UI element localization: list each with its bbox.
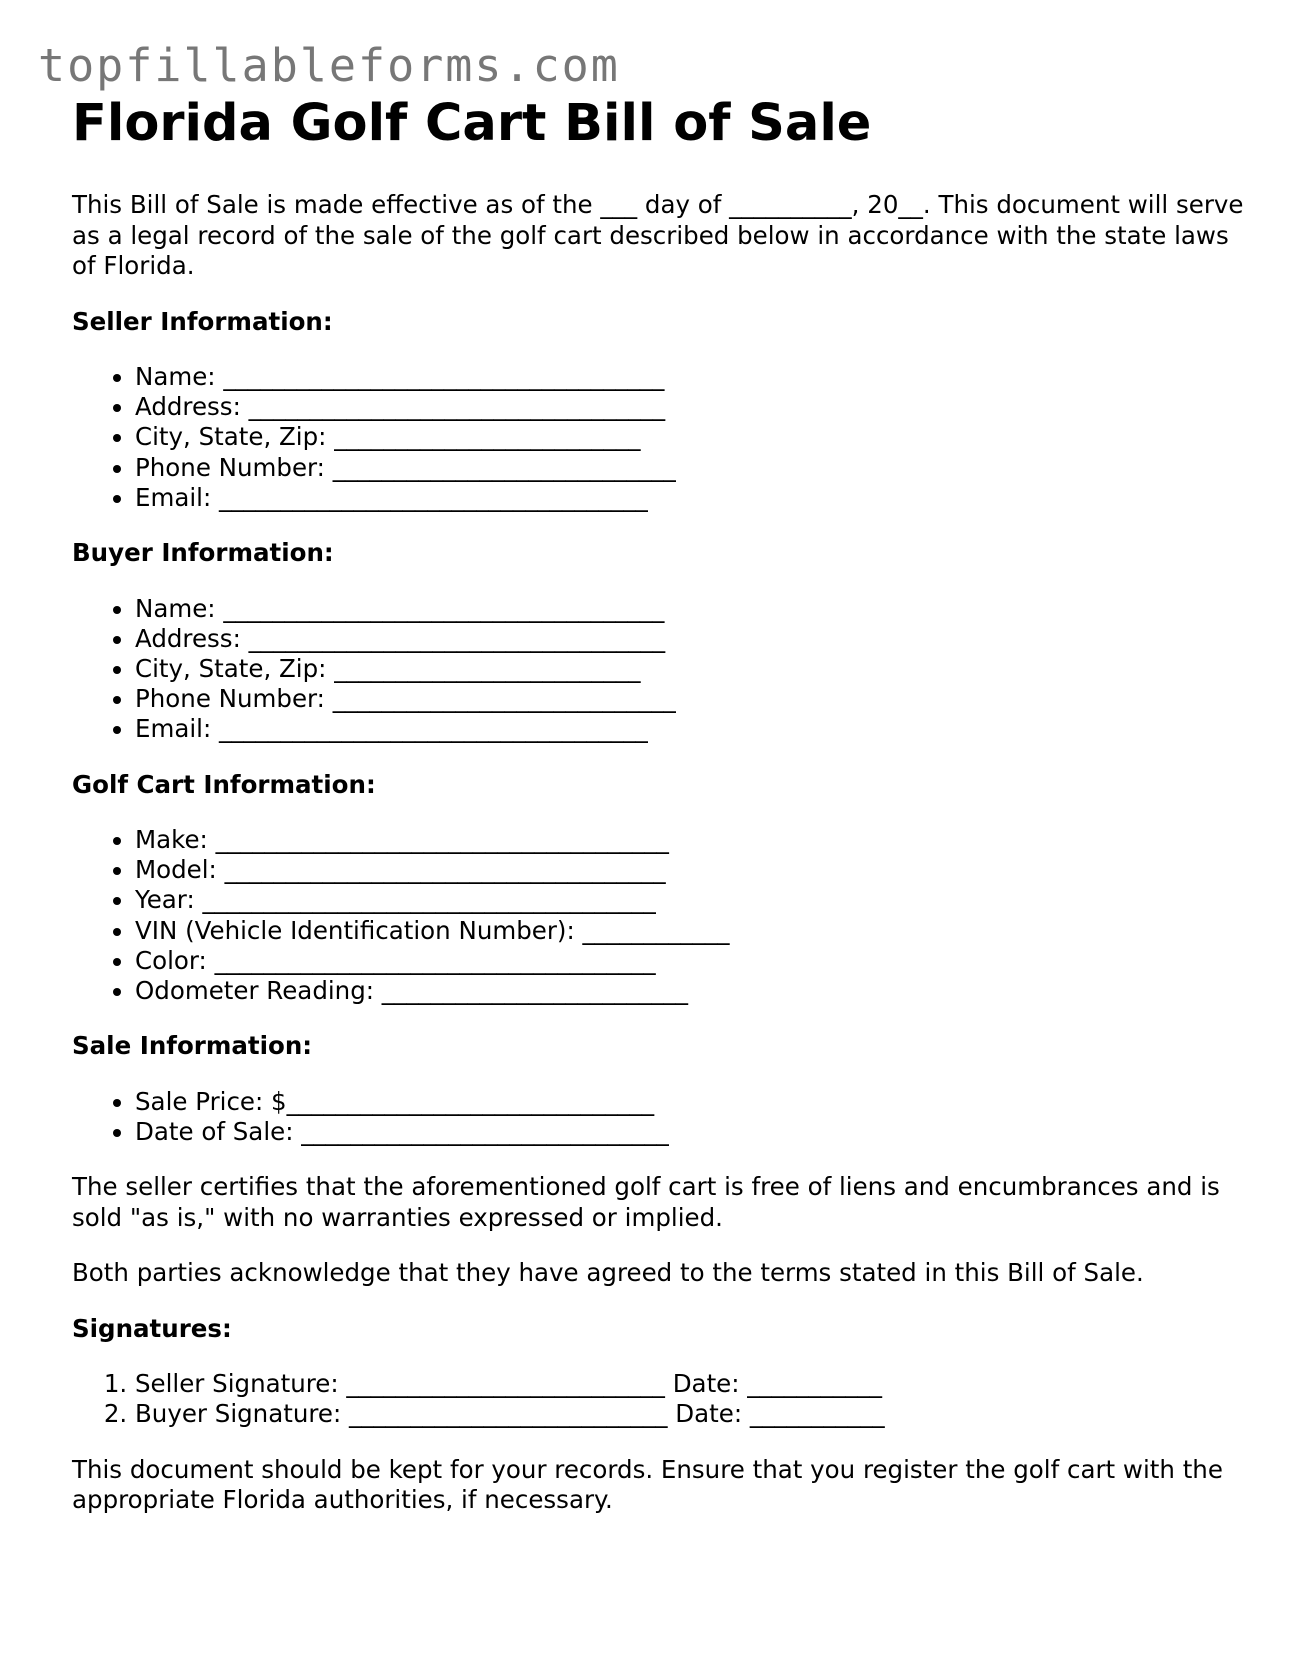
- buyer-name-field: • Name: ____________________________________: [135, 594, 1252, 624]
- intro-paragraph: This Bill of Sale is made effective as of the ___ day of __________, 20__. This document will serve as a legal record of the sale of the golf cart described below in accordance with the state laws of Florida.: [72, 190, 1244, 280]
- closing-paragraph: This document should be kept for your records. Ensure that you register the golf cart with the appropriate Florida authorities, if necessary.: [72, 1454, 1223, 1515]
- cart-vin-field: • VIN (Vehicle Identification Number): ____________: [135, 916, 1252, 946]
- seller-address-field: • Address: __________________________________: [135, 392, 1252, 422]
- buyer-heading: Buyer Information:: [72, 538, 334, 568]
- buyer-list: [72, 594, 1252, 745]
- cart-heading: Golf Cart Information:: [72, 769, 376, 799]
- seller-phone-field: • Phone Number: ____________________________: [135, 453, 1252, 483]
- buyer-address-field: • Address: __________________________________: [135, 624, 1252, 654]
- buyer-city-field: • City, State, Zip: _________________________: [135, 654, 1252, 684]
- sale-list: [72, 1087, 1252, 1147]
- signatures-heading: Signatures:: [72, 1313, 232, 1343]
- sale-price-field: • Sale Price: $______________________________: [135, 1087, 1252, 1117]
- seller-email-field: • Email: ___________________________________: [135, 483, 1252, 513]
- watermark: topfillableforms.com: [38, 39, 620, 92]
- certify-paragraph: The seller certifies that the aforementioned golf cart is free of liens and encumbrances and is sold "as is," with no warranties expressed or implied.: [72, 1172, 1220, 1232]
- buyer-signature-line: 2. Buyer Signature: __________________________ Date: ___________: [135, 1399, 1252, 1429]
- seller-list: [72, 362, 1252, 513]
- cart-odometer-field: • Odometer Reading: _________________________: [135, 976, 1252, 1006]
- cart-make-field: • Make: _____________________________________: [135, 825, 1252, 855]
- seller-city-field: • City, State, Zip: _________________________: [135, 422, 1252, 452]
- cart-model-field: • Model: ____________________________________: [135, 855, 1252, 885]
- cart-color-field: • Color: ____________________________________: [135, 946, 1252, 976]
- cart-year-field: • Year: _____________________________________: [135, 885, 1252, 915]
- acknowledge-paragraph: Both parties acknowledge that they have agreed to the terms stated in this Bill of Sale.: [72, 1258, 1144, 1288]
- seller-signature-line: 1. Seller Signature: __________________________ Date: ___________: [135, 1369, 1252, 1399]
- seller-heading: Seller Information:: [72, 306, 333, 336]
- seller-name-field: • Name: ____________________________________: [135, 362, 1252, 392]
- document-body: [72, 88, 1252, 1516]
- sale-heading: Sale Information:: [72, 1031, 313, 1061]
- cart-list: [72, 825, 1252, 1006]
- signatures-list: [72, 1369, 1252, 1429]
- sale-date-field: • Date of Sale: ______________________________: [135, 1117, 1252, 1147]
- buyer-email-field: • Email: ___________________________________: [135, 714, 1252, 744]
- document-title: Florida Golf Cart Bill of Sale: [72, 94, 872, 153]
- buyer-phone-field: • Phone Number: ____________________________: [135, 684, 1252, 714]
